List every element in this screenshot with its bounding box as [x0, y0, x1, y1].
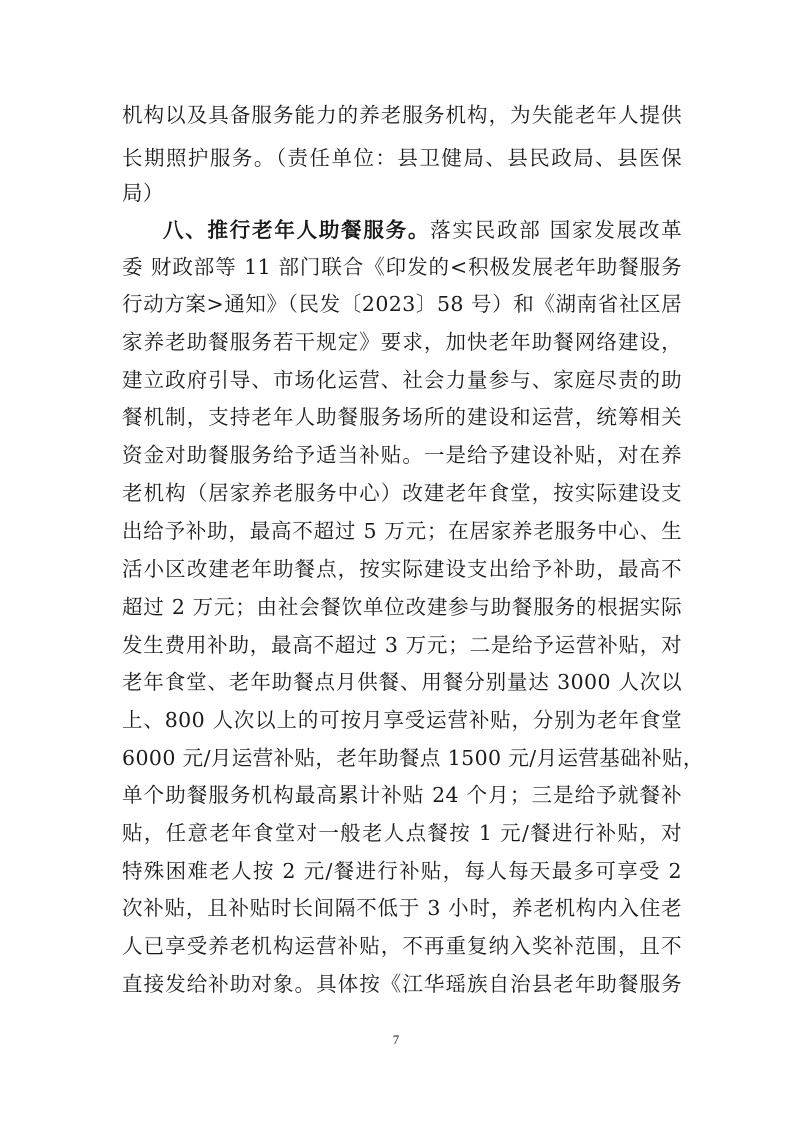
text-line: 出给予补助，最高不超过 5 万元；在居家养老服务中心、生 [122, 519, 682, 543]
text-line: 人已享受养老机构运营补贴，不再重复纳入奖补范围，且不 [122, 934, 682, 958]
text-line: 长期照护服务。（责任单位：县卫健局、县民政局、县医保 [122, 146, 682, 170]
text-line: 委 财政部等 11 部门联合《印发的<积极发展老年助餐服务 [122, 255, 682, 279]
text-line: 活小区改建老年助餐点，按实际建设支出给予补助，最高不 [122, 557, 682, 581]
page-number: 7 [392, 1032, 400, 1047]
text-span: 落实民政部 国家发展改革 [430, 218, 682, 242]
text-line: 次补贴，且补贴时长间隔不低于 3 小时，养老机构内入住老 [122, 896, 682, 920]
section-heading-line [163, 211, 682, 249]
text-line: 建立政府引导、市场化运营、社会力量参与、家庭尽责的助 [122, 368, 682, 392]
text-line: 发生费用补助，最高不超过 3 万元；二是给予运营补贴，对 [122, 633, 682, 657]
section-heading: 八、推行老年人助餐服务。 [163, 218, 431, 242]
text-line: 行动方案>通知》（民发〔2023〕58 号）和《湖南省社区居 [122, 292, 682, 316]
text-line: 直接发给补助对象。具体按《江华瑶族自治县老年助餐服务 [122, 972, 682, 996]
text-line: 资金对助餐服务给予适当补贴。一是给予建设补贴，对在养 [122, 443, 682, 467]
text-line: 家养老助餐服务若干规定》要求，加快老年助餐网络建设， [122, 330, 682, 354]
text-line: 老年食堂、老年助餐点月供餐、用餐分别量达 3000 人次以 [122, 670, 682, 694]
text-line: 上、800 人次以上的可按月享受运营补贴，分别为老年食堂 [122, 708, 682, 732]
text-line: 餐机制，支持老年人助餐服务场所的建设和运营，统筹相关 [122, 405, 682, 429]
text-line: 老机构（居家养老服务中心）改建老年食堂，按实际建设支 [122, 481, 682, 505]
text-line: 超过 2 万元；由社会餐饮单位改建参与助餐服务的根据实际 [122, 595, 682, 619]
text-line: 贴，任意老年食堂对一般老人点餐按 1 元/餐进行补贴，对 [122, 821, 682, 845]
text-line: 特殊困难老人按 2 元/餐进行补贴，每人每天最多可享受 2 [122, 859, 682, 883]
text-line: 单个助餐服务机构最高累计补贴 24 个月；三是给予就餐补 [122, 783, 682, 807]
text-line: 6000 元/月运营补贴，老年助餐点 1500 元/月运营基础补贴， [122, 746, 704, 770]
text-line: 局） [122, 181, 164, 205]
text-line: 机构以及具备服务能力的养老服务机构，为失能老年人提供 [122, 103, 682, 127]
